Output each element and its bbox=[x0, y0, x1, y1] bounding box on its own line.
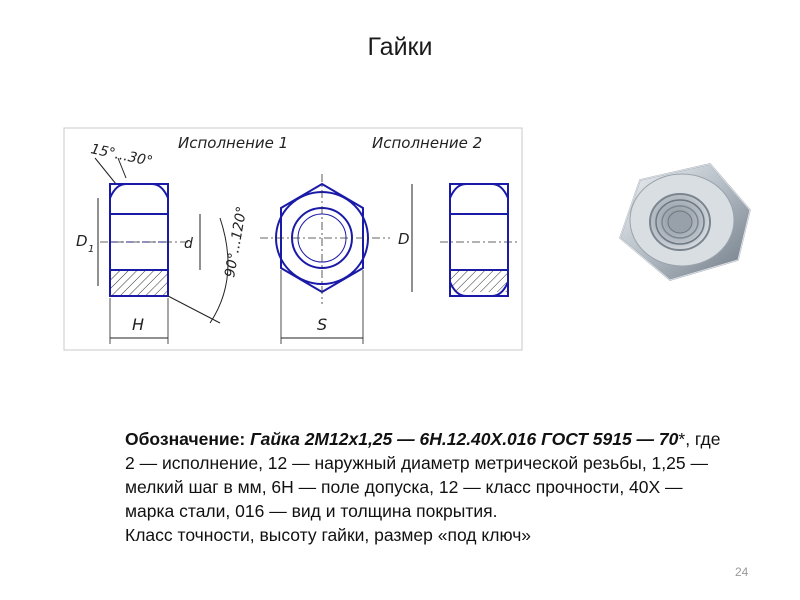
designation-prefix: Обозначение: bbox=[125, 429, 251, 449]
variant2-side-view bbox=[440, 184, 520, 296]
slide-title: Гайки bbox=[367, 33, 433, 61]
thread-angle-label: 90°...120° bbox=[222, 205, 251, 279]
variant2-label: Исполнение 2 bbox=[372, 134, 483, 152]
h-dimension-label: H bbox=[132, 315, 145, 334]
s-dimension-label: S bbox=[317, 315, 328, 334]
page-number: 24 bbox=[735, 565, 749, 579]
nut-photo bbox=[600, 150, 760, 300]
outer-d-dimension-label: D bbox=[398, 230, 410, 248]
nut-technical-drawing bbox=[60, 118, 530, 358]
variant1-side-view bbox=[100, 184, 190, 296]
d1-dimension-label: D bbox=[76, 232, 88, 250]
d1-subscript: 1 bbox=[88, 244, 95, 255]
front-hex-view bbox=[260, 174, 390, 304]
designation-example: Гайка 2М12х1,25 — 6Н.12.40Х.016 ГОСТ 5915 — 70 bbox=[250, 429, 679, 449]
designation-text bbox=[125, 427, 725, 547]
designation-explanation: *, где 2 — исполнение, 12 — наружный диаметр метрической резьбы, 1,25 — мелкий шаг в мм, 6Н — поле допуска, 12 — класс прочности, 40Х — марка стали, 016 — вид и толщина покрытия. bbox=[125, 429, 721, 521]
variant1-label: Исполнение 1 bbox=[178, 134, 289, 152]
accuracy-class-line: Класс точности, высоту гайки, размер «под ключ» bbox=[125, 525, 532, 545]
chamfer-angle-label: 15°...30° bbox=[89, 141, 155, 171]
d-dimension-label: d bbox=[184, 236, 193, 252]
